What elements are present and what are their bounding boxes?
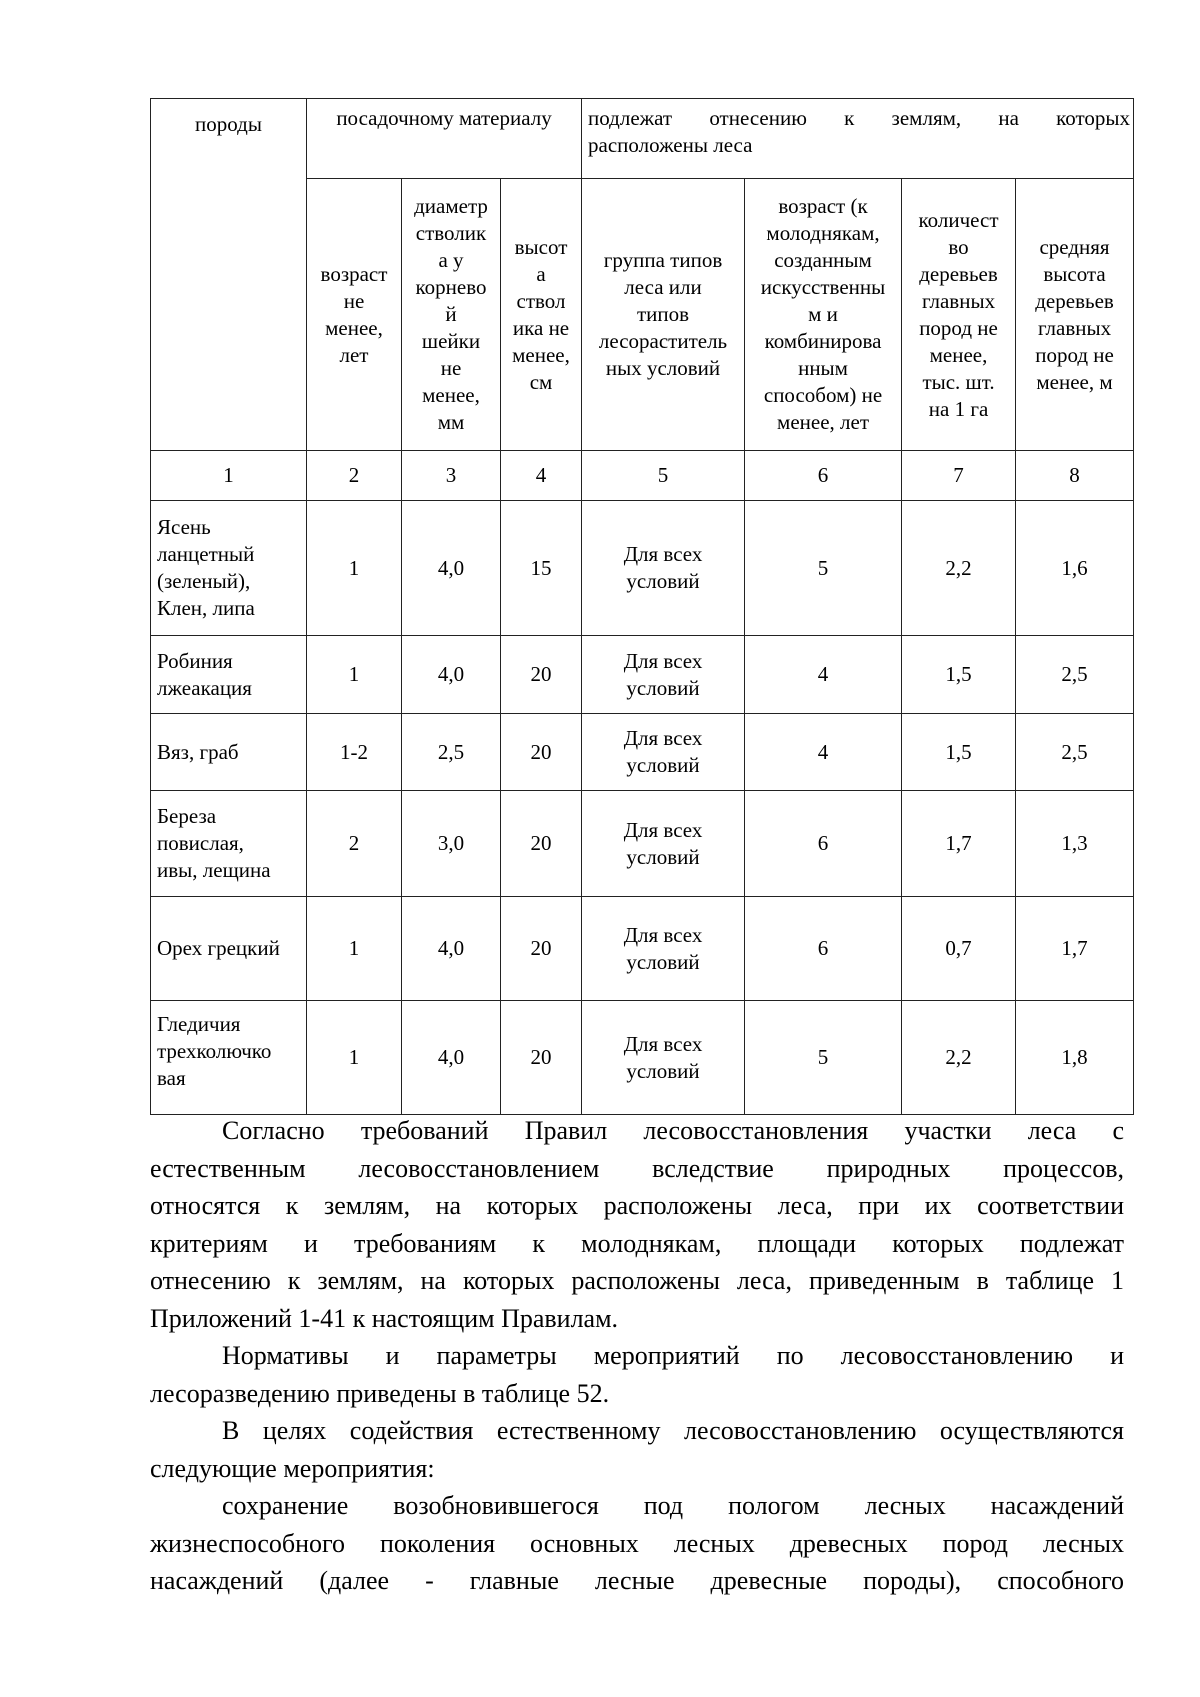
- young-age-cell: 5: [745, 1001, 902, 1115]
- tree-count-cell: 2,2: [902, 1001, 1016, 1115]
- column-number: 5: [582, 451, 745, 501]
- column-number: 7: [902, 451, 1016, 501]
- table-row: [151, 791, 1134, 897]
- avg-height-cell: 1,3: [1016, 791, 1134, 897]
- forest-group-cell: Для всех условий: [582, 897, 745, 1001]
- header-planting-material-group: посадочному материалу: [307, 99, 582, 179]
- column-number: 3: [402, 451, 501, 501]
- height-cell: 20: [501, 791, 582, 897]
- forest-group-cell: Для всех условий: [582, 1001, 745, 1115]
- header-assignment-group: [582, 99, 1134, 179]
- height-cell: 20: [501, 714, 582, 791]
- height-cell: 20: [501, 897, 582, 1001]
- avg-height-cell: 1,8: [1016, 1001, 1134, 1115]
- forest-group-cell: Для всех условий: [582, 636, 745, 714]
- diameter-cell: 4,0: [402, 636, 501, 714]
- diameter-cell: 4,0: [402, 1001, 501, 1115]
- species-cell: Береза повислая, ивы, лещина: [151, 791, 307, 897]
- header-assignment-line-2: расположены леса: [588, 133, 753, 157]
- diameter-cell: 3,0: [402, 791, 501, 897]
- paragraph: В целях содействия естественному лесовосстановлению осуществляются следующие мероприятия:: [150, 1416, 1124, 1483]
- table-row: [151, 714, 1134, 791]
- column-number: 4: [501, 451, 582, 501]
- header-species: породы: [151, 99, 307, 451]
- header-height: высот а ствол ика не менее, см: [501, 179, 582, 451]
- young-stands-criteria-table: [150, 98, 1134, 1115]
- forest-group-cell: Для всех условий: [582, 501, 745, 636]
- header-young-stand-age: возраст (к молоднякам, созданным искусственны м и комбинирова нным способом) не менее, лет: [745, 179, 902, 451]
- header-age: возраст не менее, лет: [307, 179, 402, 451]
- avg-height-cell: 1,6: [1016, 501, 1134, 636]
- header-diameter: диаметр стволик а у корнево й шейки не менее, мм: [402, 179, 501, 451]
- header-tree-count: количест во деревьев главных пород не менее, тыс. шт. на 1 га: [902, 179, 1016, 451]
- species-cell: Орех грецкий: [151, 897, 307, 1001]
- age-cell: 2: [307, 791, 402, 897]
- forest-group-cell: Для всех условий: [582, 714, 745, 791]
- table-row: [151, 897, 1134, 1001]
- table-row: [151, 1001, 1134, 1115]
- species-cell: Ясень ланцетный (зеленый), Клен, липа: [151, 501, 307, 636]
- tree-count-cell: 1,5: [902, 636, 1016, 714]
- age-cell: 1: [307, 897, 402, 1001]
- diameter-cell: 2,5: [402, 714, 501, 791]
- tree-count-cell: 0,7: [902, 897, 1016, 1001]
- height-cell: 15: [501, 501, 582, 636]
- young-age-cell: 6: [745, 791, 902, 897]
- forest-group-cell: Для всех условий: [582, 791, 745, 897]
- tree-count-cell: 1,5: [902, 714, 1016, 791]
- table-row: [151, 501, 1134, 636]
- age-cell: 1: [307, 501, 402, 636]
- age-cell: 1-2: [307, 714, 402, 791]
- young-age-cell: 4: [745, 636, 902, 714]
- paragraph: сохранение возобновившегося под пологом лесных насаждений жизнеспособного поколения основных лесных древесных пород лесных насаждений (далее - главные лесные древесные породы), способного: [150, 1491, 1124, 1595]
- avg-height-cell: 2,5: [1016, 714, 1134, 791]
- column-number: 1: [151, 451, 307, 501]
- tree-count-cell: 2,2: [902, 501, 1016, 636]
- young-age-cell: 4: [745, 714, 902, 791]
- header-assignment-line-1: подлежат отнесению к землям, на которых: [588, 106, 1131, 130]
- table-row: [151, 636, 1134, 714]
- species-cell: Робиния лжеакация: [151, 636, 307, 714]
- young-age-cell: 6: [745, 897, 902, 1001]
- young-age-cell: 5: [745, 501, 902, 636]
- species-cell: Вяз, граб: [151, 714, 307, 791]
- body-text: [150, 1112, 1124, 1600]
- paragraph: Нормативы и параметры мероприятий по лесовосстановлению и лесоразведению приведены в таблице 52.: [150, 1341, 1124, 1408]
- header-forest-type-group: группа типов леса или типов лесораститель ных условий: [582, 179, 745, 451]
- height-cell: 20: [501, 1001, 582, 1115]
- avg-height-cell: 1,7: [1016, 897, 1134, 1001]
- column-number: 8: [1016, 451, 1134, 501]
- age-cell: 1: [307, 636, 402, 714]
- diameter-cell: 4,0: [402, 897, 501, 1001]
- column-number-row: [151, 451, 1134, 501]
- column-number: 6: [745, 451, 902, 501]
- header-average-height: средняя высота деревьев главных пород не менее, м: [1016, 179, 1134, 451]
- diameter-cell: 4,0: [402, 501, 501, 636]
- height-cell: 20: [501, 636, 582, 714]
- species-cell: Гледичия трехколючко вая: [151, 1001, 307, 1115]
- avg-height-cell: 2,5: [1016, 636, 1134, 714]
- column-number: 2: [307, 451, 402, 501]
- age-cell: 1: [307, 1001, 402, 1115]
- tree-count-cell: 1,7: [902, 791, 1016, 897]
- paragraph: Согласно требований Правил лесовосстановления участки леса с естественным лесовосстановлением вследствие природных процессов, относятся к землям, на которых расположены леса, при их соответствии критериям и требованиям к молоднякам, площади которых подлежат отнесению к землям, на которых расположены леса, приведенным в таблице 1 Приложений 1-41 к настоящим Правилам.: [150, 1116, 1124, 1333]
